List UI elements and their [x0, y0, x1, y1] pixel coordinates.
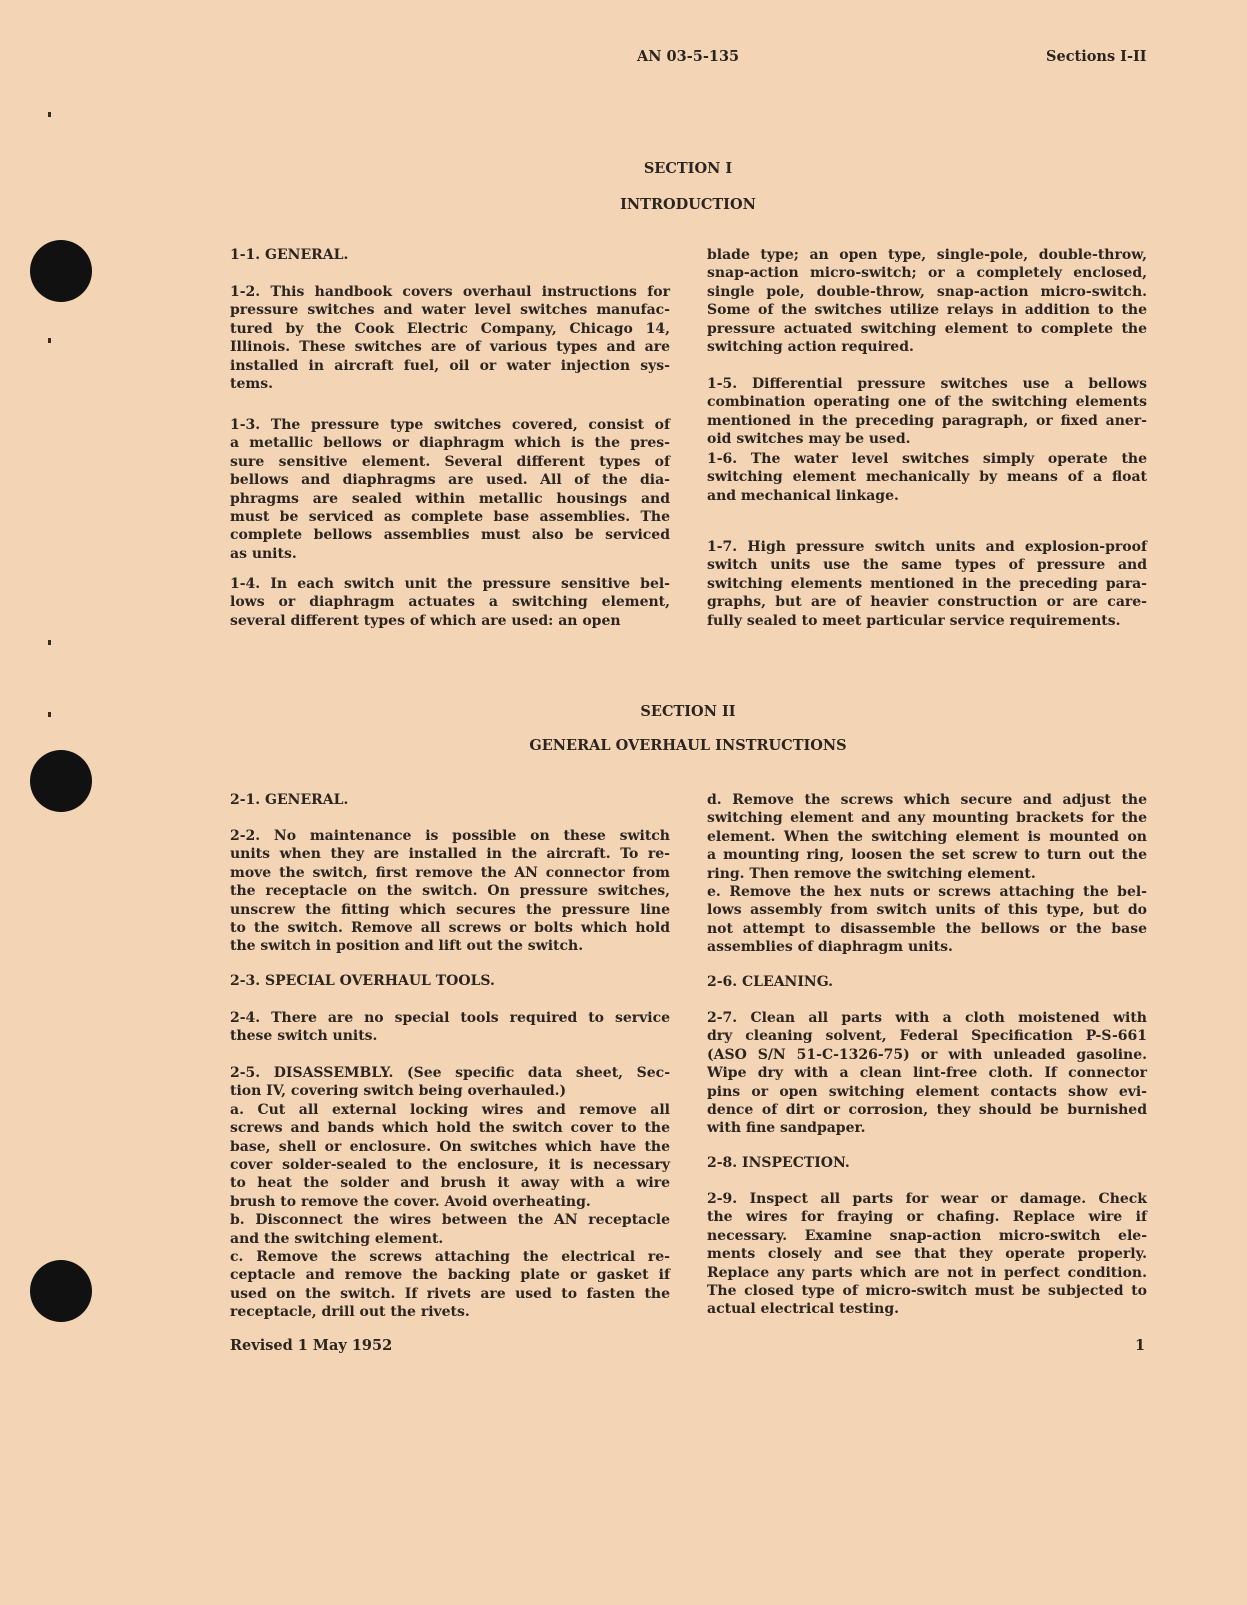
paragraph: [707, 1009, 1147, 1138]
paragraph-line: 1-6. The water level switches simply operate the: [707, 451, 1147, 467]
paragraph: [230, 1248, 670, 1322]
paragraph-line: installed in aircraft fuel, oil or water injection sys-: [230, 357, 670, 374]
paragraph-line: necessary. Examine snap-action micro-switch ele-: [707, 1227, 1147, 1244]
paragraph-line: complete bellows assemblies must also be serviced: [230, 527, 670, 544]
section-title: INTRODUCTION: [620, 196, 756, 213]
paragraph: [230, 972, 670, 990]
paragraph-line: tured by the Cook Electric Company, Chicago 14,: [230, 320, 670, 337]
paragraph-line: oid switches may be used.: [707, 431, 911, 448]
paragraph-line: 2-4. There are no special tools required to service: [230, 1010, 670, 1026]
section-range: Sections I-II: [1046, 48, 1147, 65]
binder-hole: [30, 240, 92, 302]
paragraph-line: used on the switch. If rivets are used to fasten the: [230, 1285, 670, 1302]
paragraph-line: receptacle, drill out the rivets.: [230, 1304, 470, 1321]
paragraph-line: 1-2. This handbook covers overhaul instructions for: [230, 284, 670, 300]
paragraph: [230, 283, 670, 393]
paragraph-line: bellows and diaphragms are used. All of the dia-: [230, 472, 670, 489]
paragraph-line: snap-action micro-switch; or a completely enclosed,: [707, 265, 1147, 282]
paragraph-line: to the switch. Remove all screws or bolts which hold: [230, 919, 670, 936]
paragraph-line: 2-3. SPECIAL OVERHAUL TOOLS.: [230, 973, 495, 989]
paragraph-line: switching element mechanically by means of a float: [707, 469, 1147, 486]
paragraph-line: ring. Then remove the switching element.: [707, 865, 1036, 882]
paragraph-line: 2-8. INSPECTION.: [707, 1155, 850, 1171]
section-title: GENERAL OVERHAUL INSTRUCTIONS: [529, 737, 847, 754]
paragraph-line: screws and bands which hold the switch cover to the: [230, 1120, 670, 1137]
scan-speck: [48, 112, 51, 117]
paragraph: [707, 973, 1147, 991]
paragraph: [230, 1064, 670, 1101]
paragraph-line: 1-4. In each switch unit the pressure sensitive bel-: [230, 576, 670, 592]
paragraph-line: not attempt to disassemble the bellows or the base: [707, 920, 1147, 937]
paragraph-line: 2-9. Inspect all parts for wear or damage. Check: [707, 1191, 1147, 1207]
paragraph-line: graphs, but are of heavier construction or are care-: [707, 594, 1147, 611]
paragraph-line: d. Remove the screws which secure and adjust the: [707, 792, 1147, 808]
paragraph-line: a metallic bellows or diaphragm which is the pres-: [230, 435, 670, 452]
paragraph-line: element. When the switching element is mounted on: [707, 828, 1147, 845]
paragraph-line: 2-2. No maintenance is possible on these switch: [230, 828, 670, 844]
paragraph: [707, 1190, 1147, 1319]
scan-speck: [48, 640, 51, 645]
paragraph-line: Replace any parts which are not in perfect condition.: [707, 1264, 1147, 1281]
paragraph: [707, 246, 1147, 356]
paragraph-line: sure sensitive element. Several different types of: [230, 453, 670, 470]
paragraph-line: pressure switches and water level switches manufac-: [230, 302, 670, 319]
paragraph-line: these switch units.: [230, 1028, 378, 1045]
paragraph-line: e. Remove the hex nuts or screws attaching the bel-: [707, 884, 1147, 900]
paragraph-line: single pole, double-throw, snap-action micro-switch.: [707, 283, 1147, 300]
paragraph-line: b. Disconnect the wires between the AN receptacle: [230, 1212, 670, 1229]
paragraph-line: the wires for fraying or chafing. Replace wire if: [707, 1209, 1147, 1226]
paragraph: [707, 883, 1147, 957]
paragraph: [230, 1211, 670, 1248]
paragraph-line: actual electrical testing.: [707, 1301, 899, 1318]
paragraph-line: the receptacle on the switch. On pressure switches,: [230, 883, 670, 900]
paragraph-line: Some of the switches utilize relays in addition to the: [707, 302, 1147, 319]
paragraph-line: 1-3. The pressure type switches covered, consist of: [230, 417, 670, 433]
paragraph-line: and the switching element.: [230, 1230, 444, 1247]
paragraph-line: move the switch, first remove the AN connector from: [230, 864, 670, 881]
paragraph-line: 2-6. CLEANING.: [707, 974, 834, 990]
paragraph-line: 2-7. Clean all parts with a cloth moistened with: [707, 1010, 1147, 1026]
paragraph-line: base, shell or enclosure. On switches which have the: [230, 1138, 670, 1155]
paragraph-line: switching elements mentioned in the preceding para-: [707, 575, 1147, 592]
paragraph-line: 1-5. Differential pressure switches use a bellows: [707, 376, 1147, 392]
paragraph: [707, 791, 1147, 883]
paragraph-line: must be serviced as complete base assemblies. The: [230, 508, 670, 525]
section-label: SECTION II: [640, 703, 736, 720]
paragraph: [707, 538, 1147, 630]
paragraph: [230, 575, 670, 630]
paragraph-line: with fine sandpaper.: [707, 1120, 866, 1137]
paragraph-line: several different types of which are used: an open: [230, 612, 621, 629]
binder-hole: [30, 1260, 92, 1322]
paragraph-line: Wipe dry with a clean lint-free cloth. If connector: [707, 1065, 1147, 1082]
paragraph: [230, 1009, 670, 1046]
paragraph-line: blade type; an open type, single-pole, double-throw,: [707, 247, 1147, 263]
binder-hole: [30, 750, 92, 812]
paragraph-line: pins or open switching element contacts show evi-: [707, 1083, 1147, 1100]
paragraph-line: a. Cut all external locking wires and remove all: [230, 1101, 670, 1118]
paragraph-line: (ASO S/N 51-C-1326-75) or with unleaded gasoline.: [707, 1046, 1147, 1063]
paragraph-line: 2-1. GENERAL.: [230, 792, 349, 808]
paragraph-line: cover solder-sealed to the enclosure, it is necessary: [230, 1156, 670, 1173]
paragraph-line: dence of dirt or corrosion, they should be burnished: [707, 1101, 1147, 1118]
paragraph-line: and mechanical linkage.: [707, 487, 899, 504]
paragraph: [230, 827, 670, 956]
document-number: AN 03-5-135: [637, 48, 740, 65]
paragraph: [230, 416, 670, 563]
paragraph: [230, 1101, 670, 1211]
paragraph-line: lows assembly from switch units of this type, but do: [707, 902, 1147, 919]
paragraph-line: 2-5. DISASSEMBLY. (See specific data sheet, Sec-: [230, 1065, 670, 1081]
paragraph-line: the switch in position and lift out the switch.: [230, 938, 584, 955]
page-number: 1: [1135, 1337, 1146, 1354]
paragraph-line: brush to remove the cover. Avoid overheating.: [230, 1193, 591, 1210]
paragraph-line: phragms are sealed within metallic housings and: [230, 490, 670, 507]
paragraph-line: switching action required.: [707, 338, 914, 355]
paragraph: [230, 791, 670, 809]
paragraph-line: combination operating one of the switching elements: [707, 394, 1147, 411]
paragraph-line: lows or diaphragm actuates a switching element,: [230, 594, 670, 611]
paragraph-line: dry cleaning solvent, Federal Specification P-S-661: [707, 1028, 1147, 1045]
paragraph-line: 1-7. High pressure switch units and explosion-proof: [707, 539, 1147, 555]
paragraph-line: Illinois. These switches are of various types and are: [230, 339, 670, 356]
revision-date: Revised 1 May 1952: [230, 1337, 393, 1354]
paragraph-line: pressure actuated switching element to complete the: [707, 320, 1147, 337]
paragraph-line: fully sealed to meet particular service requirements.: [707, 612, 1121, 629]
section-label: SECTION I: [643, 160, 733, 177]
paragraph-line: tems.: [230, 375, 273, 392]
paragraph-line: units when they are installed in the aircraft. To re-: [230, 846, 670, 863]
paragraph-line: tion IV, covering switch being overhauled.): [230, 1083, 567, 1100]
paragraph: [707, 375, 1147, 449]
paragraph-line: to heat the solder and brush it away with a wire: [230, 1175, 670, 1192]
paragraph: [230, 246, 670, 264]
scan-speck: [48, 338, 51, 343]
paragraph-line: 1-1. GENERAL.: [230, 247, 349, 263]
paragraph-line: c. Remove the screws attaching the electrical re-: [230, 1249, 670, 1265]
paragraph-line: assemblies of diaphragm units.: [707, 939, 953, 956]
paragraph-line: ceptacle and remove the backing plate or gasket if: [230, 1267, 670, 1284]
paragraph-line: switching element and any mounting brackets for the: [707, 810, 1147, 827]
paragraph-line: switch units use the same types of pressure and: [707, 557, 1147, 574]
paragraph-line: as units.: [230, 545, 297, 562]
paragraph-line: a mounting ring, loosen the set screw to turn out the: [707, 847, 1147, 864]
paragraph: [707, 450, 1147, 505]
paragraph-line: ments closely and see that they operate properly.: [707, 1246, 1147, 1263]
paragraph: [707, 1154, 1147, 1172]
paragraph-line: The closed type of micro-switch must be subjected to: [707, 1282, 1147, 1299]
paragraph-line: unscrew the fitting which secures the pressure line: [230, 901, 670, 918]
paragraph-line: mentioned in the preceding paragraph, or fixed aner-: [707, 412, 1147, 429]
